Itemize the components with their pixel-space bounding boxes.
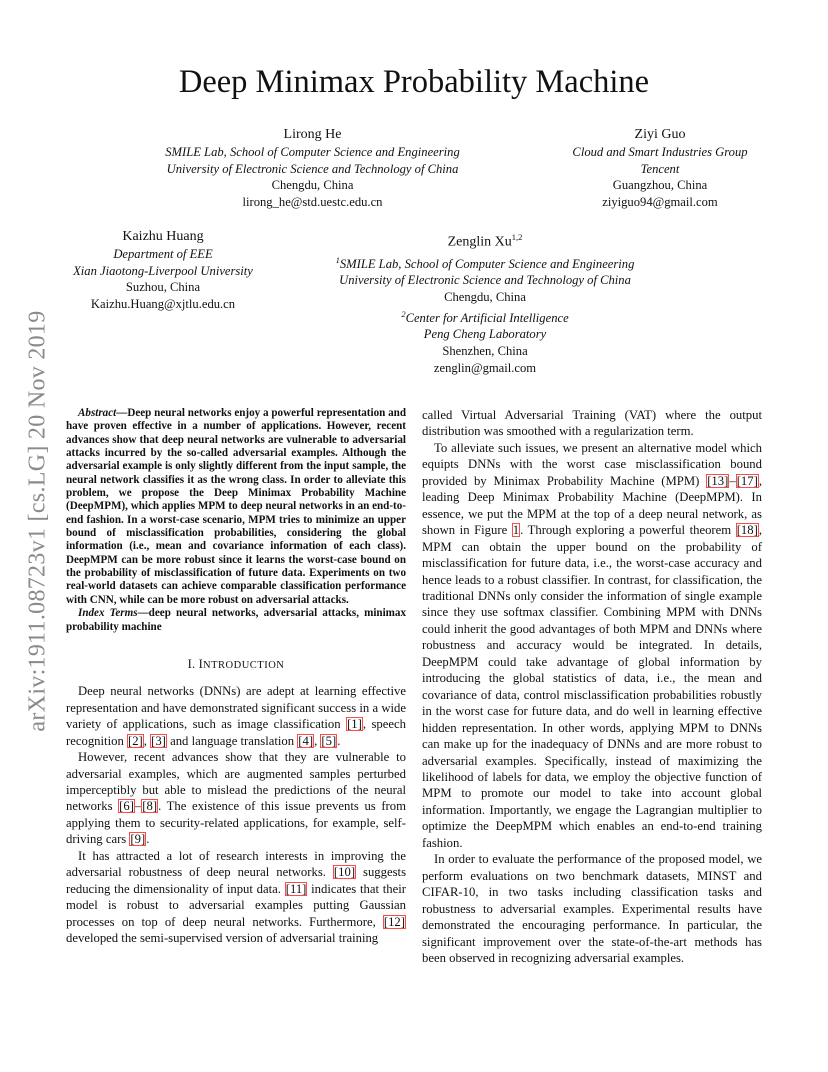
abstract-text: —Deep neural networks enjoy a powerful representation and have proven effective in a number of applications. However, recent advances show that deep neural networks are vulnerable to adversarial attacks incurred by the so-called adversarial examples. Although the adversarial example is only slightly different from the input sample, the neural network classifies it as the wrong class. In order to alleviate this problem, we propose the Deep Minimax Probability Machine (DeepMPM), which applies MPM to deep neural networks in an end-to-end fashion. In a worst-case scenario, MPM tries to minimize an upper bound of misclassification probabilities, considering the global information (i.e., mean and covariance information of each class). DeepMPM can be more robust since it learns the worst-case bound on the probability of misclassification of future data. Experiments on two real-world datasets can achieve comparable classification performance with CNN, while can be more robust on adversarial attacks.: [66, 407, 406, 606]
abstract-label: Abstract: [78, 407, 117, 419]
paragraph-text: called Virtual Adversarial Training (VAT) where the output distribution was smoothed with a regularization term.: [422, 408, 762, 439]
paragraph-text: , MPM can obtain the upper bound on the probability of misclassification for future data, i.e., the worst-case accuracy and hence leads to a robust classifier. In contrast, for classification, the traditional DNNs only consider the information of single example since they use softmax classifier. Combining MPM with DNNs could inherit the good advantages of both MPM and DNNs where robustness and accuracy would be integrated. In details, DeepMPM could take advantage of global information by introducing the global statistics of data, i.e., the mean and covariance of data, control misclassification probabilities robustly in the worst case for future data, and do well in learning effective hidden representation. In other words, applying MPM to DNNs can make up for the inadequacy of DNNs and are more robust to adversarial examples. Specifically, instead of maximizing the likelihood of labels for data, we employ the objective function of MPM to promote our model to take into account global information. Importantly, we engage the Lagrangian multiplier to optimize the DeepMPM which enables an end-to-end training fashion.: [422, 523, 763, 850]
author-name: Lirong He: [283, 127, 342, 142]
section-heading: [66, 656, 406, 674]
affiliation: University of Electronic Science and Technology of China: [166, 161, 459, 176]
affiliation: University of Electronic Science and Technology of China: [339, 273, 631, 288]
affiliation: Center for Artificial Intelligence: [405, 310, 569, 325]
citation-link[interactable]: 1: [512, 523, 520, 538]
paragraph-text: However, recent advances show that they are vulnerable to adversarial examples, which are augmented samples perturbed imperceptibly but able to mislead the predictions of the neural networks: [66, 750, 406, 814]
paragraph-text: indicates that their model is robust to adversarial examples putting Gaussian processes on top of deep neural networks. Furthermore,: [66, 881, 406, 929]
citation-link[interactable]: [11]: [285, 881, 307, 896]
affiliation: Peng Cheng Laboratory: [423, 327, 547, 342]
paragraph-text: Deep neural networks (DNNs) are adept at learning effective representation and have demonstrated significant success in a wide variety of applications, such as image classification: [66, 684, 406, 732]
author-block-3: [58, 228, 268, 312]
affiliation-line: [295, 252, 675, 273]
paragraph-text: developed the semi-supervised version of adversarial training: [66, 931, 379, 946]
abstract: [66, 407, 406, 607]
paragraph-text: . Through exploring a powerful theorem: [520, 523, 736, 538]
citation-link[interactable]: [6]: [119, 799, 134, 814]
citation-link[interactable]: [5]: [321, 733, 337, 748]
affiliation: SMILE Lab, School of Computer Science and Engineering: [339, 256, 635, 271]
paragraph-text: .: [337, 733, 341, 748]
author-name-line: [295, 228, 675, 252]
right-column: [422, 407, 762, 966]
paragraph-text: –: [134, 799, 142, 814]
author-name: Ziyi Guo: [634, 127, 686, 142]
paragraph-text: , leading Deep Minimax Probability Machine (DeepMPM). In essence, we put the MPM at the top of a deep neural network, as shown in Figure: [422, 473, 762, 538]
author-block-4: [295, 228, 675, 376]
citation-link[interactable]: [13]: [707, 473, 729, 488]
citation-link[interactable]: [10]: [333, 865, 356, 880]
citation-link[interactable]: [2]: [127, 733, 143, 748]
author-block-2: [535, 126, 785, 210]
affiliation: SMILE Lab, School of Computer Science and Engineering: [165, 145, 460, 159]
paragraph: [422, 407, 762, 440]
section-first-letter: I: [198, 656, 204, 671]
citation-link[interactable]: [9]: [130, 832, 146, 847]
paragraph-text: In order to evaluate the performance of the proposed model, we perform evaluations on two benchmark datasets, MINST and CIFAR-10, in two tasks including classification tasks and robustness to adversarial examples. Experimental results have demonstrated the encouraging performance. In particular, the significant improvement over the state-of-the-art methods has been observed in recognizing adversarial examples.: [422, 852, 762, 965]
citation-link[interactable]: [4]: [298, 733, 314, 748]
section-title-rest: NTRODUCTION: [203, 659, 285, 671]
paragraph: [422, 440, 762, 851]
section-number: I.: [187, 656, 196, 671]
paragraph-text: ,: [143, 733, 151, 748]
affiliation-superscript: 2: [401, 308, 406, 319]
author-name: Kaizhu Huang: [122, 229, 204, 244]
paragraph-text: It has attracted a lot of research interests in improving the adversarial robustness of deep neural networks.: [66, 848, 406, 880]
citation-link[interactable]: [17]: [736, 473, 758, 488]
index-terms-text: —deep neural networks, adversarial attacks, minimax probability machine: [66, 607, 406, 633]
author-city: Chengdu, China: [444, 290, 526, 305]
arxiv-id: arXiv:1911.08723v1 [cs.LG] 20 Nov 2019: [24, 309, 51, 732]
paragraph-text: and language translation: [166, 733, 298, 748]
paragraph: [422, 851, 762, 966]
affiliation: Cloud and Smart Industries Group: [572, 145, 748, 159]
citation-link[interactable]: [3]: [151, 733, 166, 748]
affiliation: Department of EEE: [113, 247, 213, 261]
paragraph: [66, 683, 406, 749]
left-body: [66, 683, 406, 946]
right-body: [422, 407, 762, 966]
author-city: Guangzhou, China: [612, 178, 708, 193]
author-city: Suzhou, China: [125, 280, 201, 295]
author-email[interactable]: zenglin@gmail.com: [433, 360, 537, 375]
index-terms: [66, 607, 406, 634]
paragraph-text: .: [146, 832, 150, 847]
author-name: Zenglin Xu: [447, 234, 512, 250]
arxiv-sidebar-stamp: [20, 283, 56, 758]
author-block-1: [140, 126, 485, 210]
paragraph-text: To alleviate such issues, we present an alternative model which equipts DNNs with the worst case misclassification bound provided by Minimax Probability Machine (MPM): [422, 440, 762, 488]
paragraph-text: , speech recognition: [66, 717, 406, 748]
author-email[interactable]: lirong_he@std.uestc.edu.cn: [242, 194, 383, 209]
citation-link[interactable]: [12]: [383, 914, 405, 929]
author-email[interactable]: ziyiguo94@gmail.com: [602, 194, 718, 209]
author-city: Chengdu, China: [271, 178, 354, 193]
author-superscript: 1,2: [511, 232, 523, 242]
left-column: [66, 407, 406, 947]
affiliation-line: [295, 306, 675, 327]
author-email[interactable]: Kaizhu.Huang@xjtlu.edu.cn: [90, 296, 236, 311]
citation-link[interactable]: [18]: [736, 523, 758, 538]
paragraph-text: –: [729, 473, 736, 488]
index-terms-label: Index Terms: [78, 607, 138, 620]
paper-title: Deep Minimax Probability Machine: [178, 64, 650, 100]
affiliation-superscript: 1: [335, 254, 340, 265]
paragraph: [66, 749, 406, 848]
affiliation: Xian Jiaotong-Liverpool University: [73, 263, 253, 278]
paragraph-text: suggests reducing the dimensionality of input data.: [66, 865, 407, 896]
paragraph: [66, 848, 406, 947]
paragraph-text: . The existence of this issue prevents us from applying them to security-related applications, for example, self-driving cars: [66, 799, 406, 847]
affiliation: Tencent: [640, 161, 680, 176]
author-city: Shenzhen, China: [442, 344, 528, 358]
citation-link[interactable]: [8]: [142, 799, 158, 814]
citation-link[interactable]: [1]: [347, 717, 362, 732]
paragraph-text: ,: [314, 733, 321, 748]
